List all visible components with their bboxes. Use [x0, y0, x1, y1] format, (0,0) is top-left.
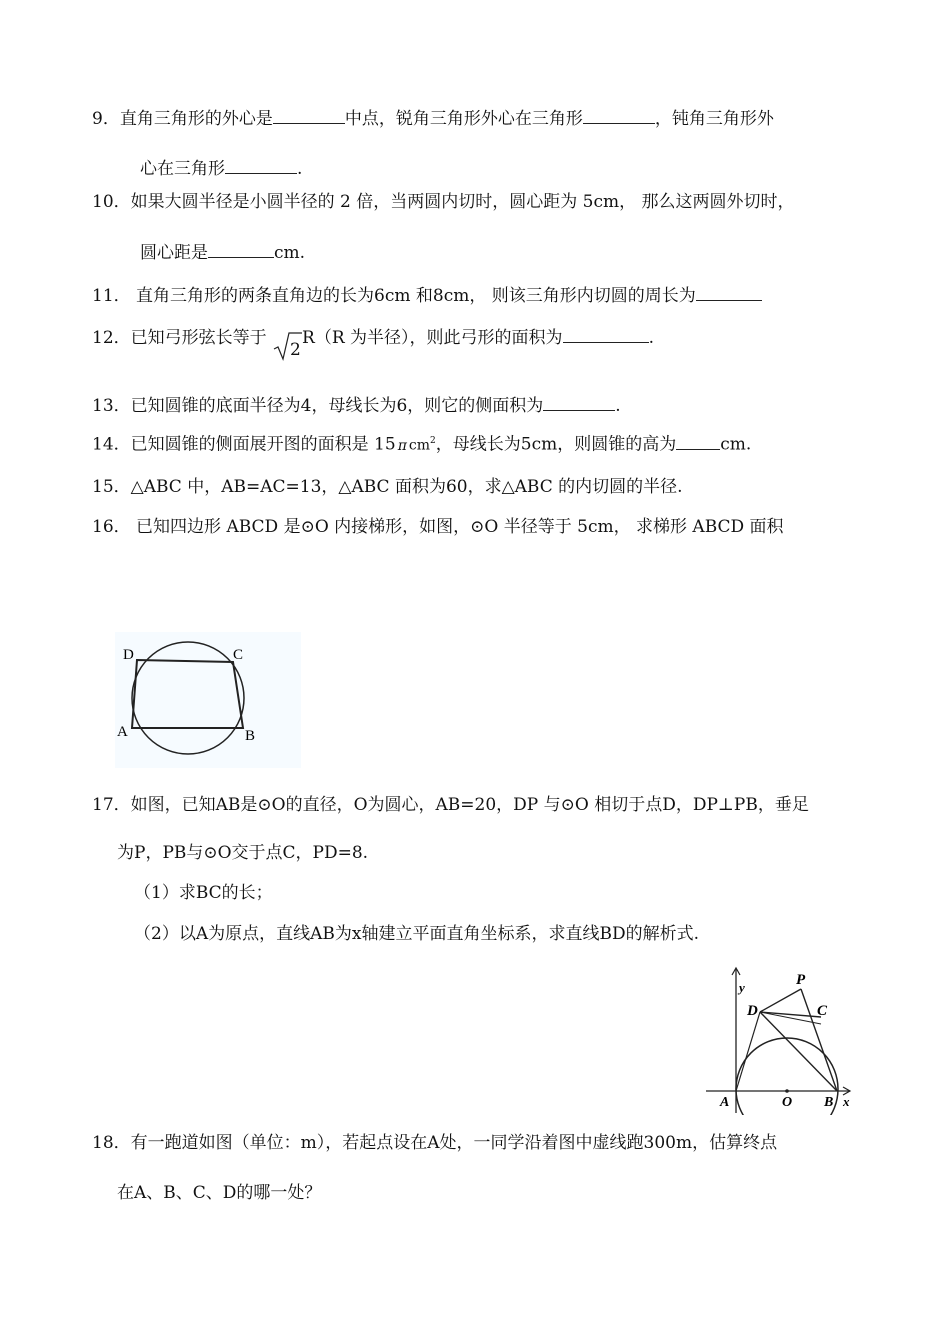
- fig16-trapezoid: [132, 660, 243, 728]
- q12-line: [92, 326, 654, 360]
- q17-line1: [92, 794, 809, 816]
- q10-text-c: cm.: [274, 243, 306, 263]
- q15-line: [92, 476, 683, 498]
- q17-text-a: 如图，已知AB是⊙O的直径，O为圆心，AB=20，DP 与⊙O 相切于点D，DP⊥PB，垂足: [130, 795, 809, 815]
- fig16-label-d: D: [123, 647, 134, 663]
- q16-line: [92, 516, 784, 538]
- q10-text-b: 圆心距是: [140, 243, 208, 263]
- fig17-segment-dp: [760, 989, 801, 1012]
- fig17-segment-ad: [736, 1012, 760, 1091]
- q12-blank[interactable]: [563, 326, 649, 343]
- q17-text-d: （2）以A为原点，直线AB为x轴建立平面直角坐标系，求直线BD的解析式.: [134, 924, 699, 944]
- sqrt-radicand: 2: [290, 340, 301, 360]
- q14-blank[interactable]: [676, 433, 720, 450]
- fig17-label-d: D: [747, 1003, 758, 1019]
- q9-text-b: 中点，锐角三角形外心在三角形: [344, 109, 583, 129]
- q12-number: 12．: [92, 328, 131, 348]
- q9-number: 9．: [92, 109, 120, 129]
- fig17-label-b: B: [824, 1095, 834, 1110]
- q9-line1: [92, 107, 774, 130]
- fig17-label-p: P: [796, 972, 806, 988]
- q12-text-c: .: [648, 328, 654, 348]
- q9-blank-3[interactable]: [225, 157, 297, 174]
- q14-text-a: 已知圆锥的侧面展开图的面积是 15: [130, 434, 396, 455]
- q14-number: 14．: [92, 434, 131, 455]
- fig17-label-a: A: [720, 1095, 730, 1110]
- q11-blank[interactable]: [696, 284, 762, 301]
- q10-line1: [92, 191, 795, 213]
- fig17-point-o: [785, 1089, 789, 1093]
- q11-text-a: 直角三角形的两条直角边的长为6cm 和8cm， 则该三角形内切圆的周长为: [130, 286, 696, 306]
- pi-symbol: π: [397, 437, 407, 454]
- q9-text-e: .: [297, 159, 303, 179]
- fig16-label-c: C: [233, 647, 244, 663]
- figure-16-diagram: [115, 632, 301, 768]
- fig16-circle: [132, 642, 244, 754]
- q18-text-a: 有一跑道如图（单位：m），若起点设在A处，一同学沿着图中虚线跑300m，估算终点: [130, 1133, 778, 1153]
- q17-line2: [117, 842, 368, 864]
- fig17-label-x: x: [843, 1094, 850, 1109]
- q17-text-b: 为P，PB与⊙O交于点C，PD=8.: [117, 843, 369, 863]
- fig17-label-y: y: [739, 980, 745, 995]
- q17-line4: [134, 923, 699, 945]
- q17-line3: [134, 882, 273, 904]
- q18-text-b: 在A、B、C、D的哪一处？: [117, 1183, 322, 1203]
- fig17-label-c: C: [817, 1003, 828, 1019]
- q15-number: 15．: [92, 477, 131, 497]
- q18-number: 18．: [92, 1133, 131, 1153]
- q18-line2: [117, 1182, 321, 1204]
- q9-text-d: 心在三角形: [140, 159, 225, 179]
- sqrt-symbol: [272, 331, 302, 360]
- q14-line: [92, 430, 751, 457]
- figure-16: [115, 632, 301, 768]
- fig16-label-a: A: [117, 724, 128, 740]
- q10-blank[interactable]: [208, 241, 274, 258]
- q13-text-b: .: [615, 396, 621, 416]
- figure-17: [700, 965, 860, 1115]
- q10-text-a: 如果大圆半径是小圆半径的 2 倍，当两圆内切时，圆心距为 5cm， 那么这两圆外切时，: [130, 192, 795, 212]
- q14-text-d: cm.: [720, 434, 752, 455]
- q11-number: 11．: [92, 286, 131, 306]
- q9-blank-1[interactable]: [273, 107, 345, 124]
- q9-line2: [140, 157, 302, 180]
- fig17-label-o: O: [782, 1095, 793, 1110]
- q10-line2: [140, 241, 305, 264]
- q18-line1: [92, 1132, 777, 1154]
- q13-text-a: 已知圆锥的底面半径为4，母线长为6，则它的侧面积为: [130, 396, 544, 416]
- q16-text-a: 已知四边形 ABCD 是⊙O 内接梯形，如图，⊙O 半径等于 5cm， 求梯形 ABCD 面积: [130, 517, 784, 537]
- q16-number: 16．: [92, 517, 131, 537]
- q9-blank-2[interactable]: [583, 107, 655, 124]
- q9-text-a: 直角三角形的外心是: [119, 109, 273, 129]
- q13-blank[interactable]: [543, 394, 615, 411]
- q15-text-a: △ABC 中，AB=AC=13，△ABC 面积为60，求△ABC 的内切圆的半径.: [130, 477, 683, 497]
- q12-text-b: R（R 为半径），则此弓形的面积为: [302, 328, 563, 348]
- q17-number: 17．: [92, 795, 131, 815]
- q10-number: 10．: [92, 192, 131, 212]
- fig17-segment-db: [760, 1012, 837, 1091]
- figure-17-diagram: [700, 965, 860, 1115]
- q13-line: [92, 394, 621, 417]
- q9-text-c: ，钝角三角形外: [654, 109, 774, 129]
- fig16-label-b: B: [245, 728, 256, 744]
- q13-number: 13．: [92, 396, 131, 416]
- q17-text-c: （1）求BC的长；: [134, 883, 273, 903]
- q14-text-c: ，母线长为5cm，则圆锥的高为: [435, 434, 677, 455]
- q12-text-a: 已知弓形弦长等于: [130, 328, 267, 348]
- q11-line: [92, 284, 762, 307]
- fig17-segment-dc: [760, 1012, 821, 1017]
- q14-superscript: 2: [430, 436, 436, 446]
- q14-text-b: cm: [408, 437, 431, 454]
